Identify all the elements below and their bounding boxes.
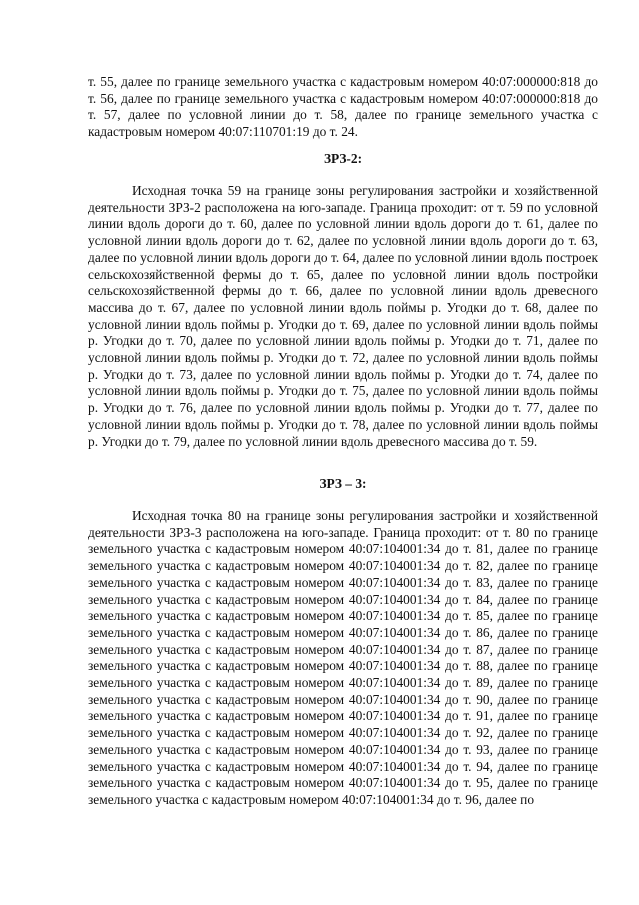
zrz3-heading: ЗРЗ – 3:	[319, 476, 367, 491]
zrz2-section	[88, 183, 598, 450]
zrz2-paragraph: Исходная точка 59 на границе зоны регулирования застройки и хозяйственной деятельности ЗРЗ-2 расположена на юго-западе. Граница проходит: от т. 59 по условной линии вдоль дороги до т. 60, далее по условной линии вдоль дороги до т. 61, далее по условной линии вдоль дороги до т. 62, далее по условной линии вдоль дороги до т. 63, далее по условной линии вдоль дороги до т. 64, далее по условной линии вдоль построек сельскохозяйственной фермы до т. 65, далее по условной линии вдоль постройки сельскохозяйственной фермы до т. 66, далее по условной линии вдоль древесного массива до т. 67, далее по условной линии вдоль поймы р. Угодки до т. 68, далее по условной линии вдоль поймы р. Угодки до т. 69, далее по условной линии вдоль поймы р. Угодки до т. 70, далее по условной линии вдоль поймы р. Угодки до т. 71, далее по условной линии вдоль поймы р. Угодки до т. 72, далее по условной линии вдоль поймы р. Угодки до т. 73, далее по условной линии вдоль поймы р. Угодки до т. 74, далее по условной линии вдоль поймы р. Угодки до т. 75, далее по условной линии вдоль поймы р. Угодки до т. 76, далее по условной линии вдоль поймы р. Угодки до т. 77, далее по условной линии вдоль поймы р. Угодки до т. 78, далее по условной линии вдоль поймы р. Угодки до т. 79, далее по условной линии вдоль древесного массива до т. 59.	[88, 183, 598, 449]
intro-section	[88, 74, 598, 141]
zrz3-section	[88, 508, 598, 809]
zrz2-heading: ЗРЗ-2:	[323, 151, 363, 166]
zrz3-paragraph: Исходная точка 80 на границе зоны регулирования застройки и хозяйственной деятельности ЗРЗ-3 расположена на юго-западе. Граница проходит: от т. 80 по границе земельного участка с кадастровым номером 40:07:104001:34 до т. 81, далее по границе земельного участка с кадастровым номером 40:07:104001:34 до т. 82, далее по границе земельного участка с кадастровым номером 40:07:104001:34 до т. 83, далее по границе земельного участка с кадастровым номером 40:07:104001:34 до т. 84, далее по границе земельного участка с кадастровым номером 40:07:104001:34 до т. 85, далее по границе земельного участка с кадастровым номером 40:07:104001:34 до т. 86, далее по границе земельного участка с кадастровым номером 40:07:104001:34 до т. 87, далее по границе земельного участка с кадастровым номером 40:07:104001:34 до т. 88, далее по границе земельного участка с кадастровым номером 40:07:104001:34 до т. 89, далее по границе земельного участка с кадастровым номером 40:07:104001:34 до т. 90, далее по границе земельного участка с кадастровым номером 40:07:104001:34 до т. 91, далее по границе земельного участка с кадастровым номером 40:07:104001:34 до т. 92, далее по границе земельного участка с кадастровым номером 40:07:104001:34 до т. 93, далее по границе земельного участка с кадастровым номером 40:07:104001:34 до т. 94, далее по границе земельного участка с кадастровым номером 40:07:104001:34 до т. 95, далее по границе земельного участка с кадастровым номером 40:07:104001:34 до т. 96, далее по	[88, 508, 598, 807]
intro-paragraph: т. 55, далее по границе земельного участка с кадастровым номером 40:07:000000:818 до т. 56, далее по границе земельного участка с кадастровым номером 40:07:000000:818 до т. 57, далее по условной линии до т. 58, далее по границе земельного участка с кадастровым номером 40:07:110701:19 до т. 24.	[88, 74, 598, 140]
